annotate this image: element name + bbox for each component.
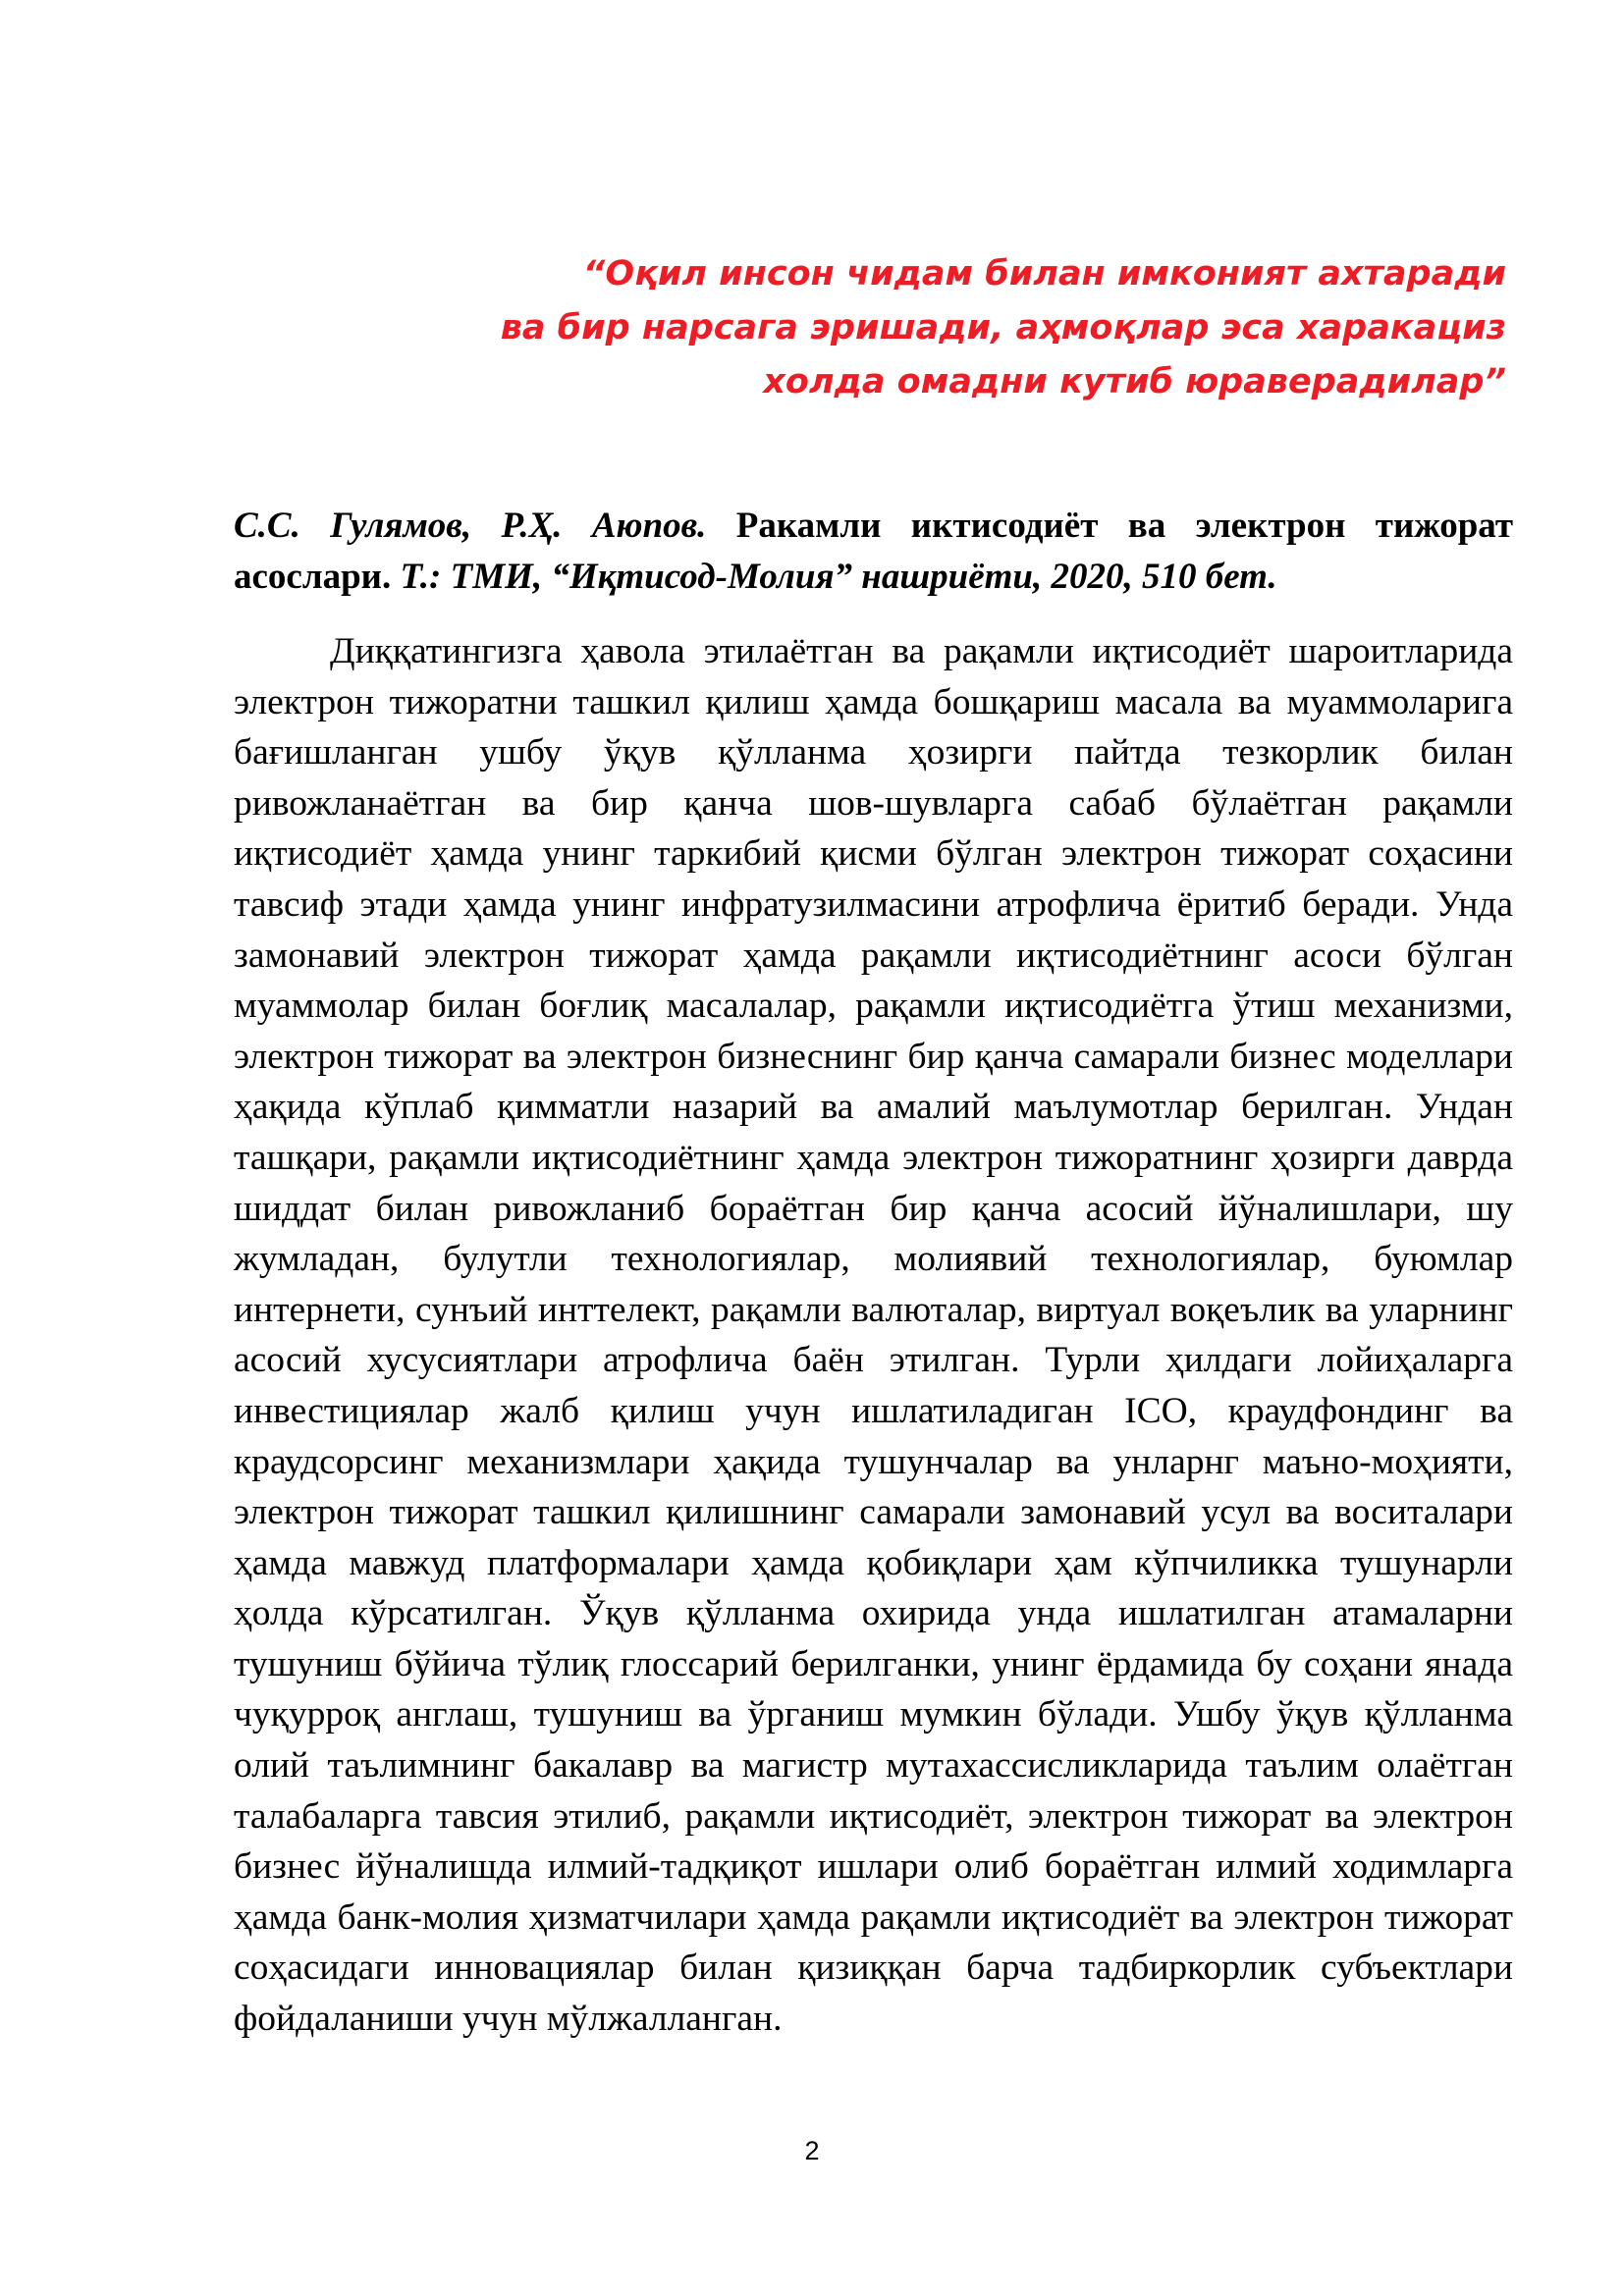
annotation-paragraph: Диққатингизга ҳавола этилаётган ва рақамли иқтисодиёт шароитларида электрон тижоратни ташкил қилиш ҳамда бошқариш масала ва муаммоларига бағишланган ушбу ўқув қўлланма ҳозирги пайтда тезкорлик билан ривожланаётган ва бир қанча шов-шувларга сабаб бўлаётган рақамли иқтисодиёт ҳамда унинг таркибий қисми бўлган электрон тижорат соҳасини тавсиф этади ҳамда унинг инфратузилмасини атрофлича ёритиб беради. Унда замонавий электрон тижорат ҳамда рақамли иқтисодиётнинг асоси бўлган муаммолар билан боғлиқ масалалар, рақамли иқтисодиётга ўтиш механизми, электрон тижорат ва электрон бизнеснинг бир қанча самарали бизнес моделлари ҳақида кўплаб қимматли назарий ва амалий маълумотлар берилган. Ундан ташқари, рақамли иқтисодиётнинг ҳамда электрон тижоратнинг ҳозирги даврда шиддат билан ривожланиб бораётган бир қанча асосий йўналишлари, шу жумладан, булутли технологиялар, молиявий технологиялар, буюмлар интернети, сунъий инттелект, рақамли валюталар, виртуал воқеълик ва уларнинг асосий хусусиятлари атрофлича баён этилган. Турли ҳилдаги лойиҳаларга инвестициялар жалб қилиш учун ишлатиладиган ICO, краудфондинг ва краудсорсинг механизмлари ҳақида тушунчалар ва унларнг маъно-моҳияти, электрон тижорат ташкил қилишнинг самарали замонавий усул ва воситалари ҳамда мавжуд платформалари ҳамда қобиқлари ҳам кўпчиликка тушунарли ҳолда кўрсатилган. Ўқув қўлланма охирида унда ишлатилган атамаларни тушуниш бўйича тўлиқ глоссарий берилганки, унинг ёрдамида бу соҳани янада чуқурроқ англаш, тушуниш ва ўрганиш мумкин бўлади. Ушбу ўқув қўлланма олий таълимнинг бакалавр ва магистр мутахассисликларида таълим олаётган талабаларга тавсия этилиб, рақамли иқтисодиёт, электрон тижорат ва электрон бизнес йўналишда илмий-тадқиқот ишлари олиб бораётган илмий ходимларга ҳамда банк-молия ҳизматчилари ҳамда рақамли иқтисодиёт ва электрон тижорат соҳасидаги инновациялар билан қизиққан барча тадбиркорлик субъектлари фойдаланиши учун мўлжалланган. [234,631,1513,2040]
epigraph-quote [422,247,1506,409]
citation-authors: С.С. Гулямов, Р.Ҳ. Аюпов. [234,506,707,546]
citation-publisher: Т.: ТМИ, “Иқтисод-Молия” нашриёти, 2020, 510 бет. [400,557,1277,597]
book-citation [234,501,1513,603]
epigraph-line: холда омадни кутиб юраверадилар” [763,362,1506,401]
page-number: 2 [804,2136,820,2165]
citation-title: Ракамли иктисодиёт ва электрон тижорат асослари. [234,506,1513,597]
epigraph-line: ва бир нарсага эришади, аҳмоқлар эса харакациз [500,308,1506,347]
epigraph-line: “Оқил инсон чидам билан имконият ахтаради [582,254,1506,294]
